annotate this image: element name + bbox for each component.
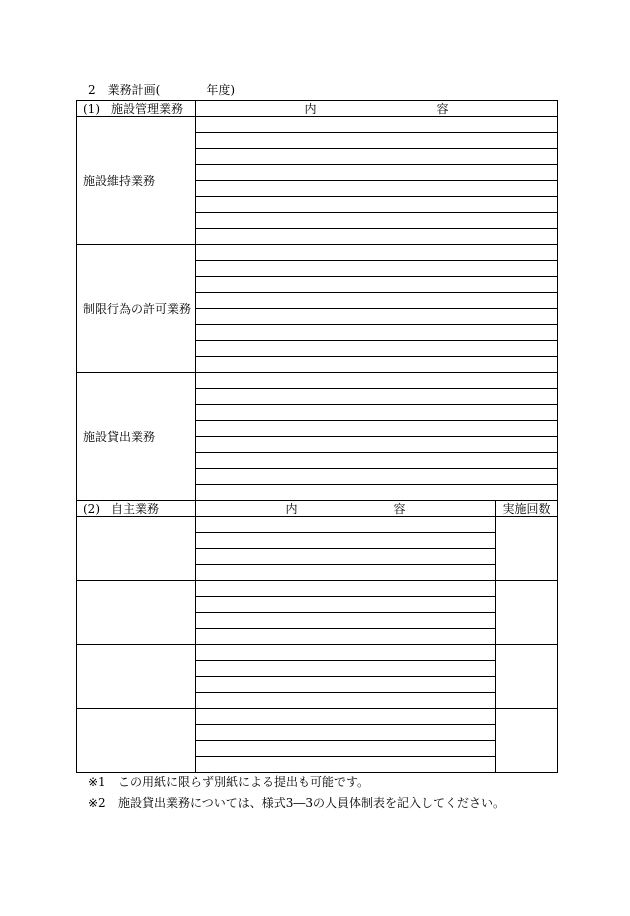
- content-line-cell[interactable]: [196, 469, 558, 485]
- section2-line-row: [77, 645, 558, 661]
- section2-line-row: [77, 709, 558, 725]
- content-line-cell[interactable]: [196, 165, 558, 181]
- content-line-cell[interactable]: [196, 517, 496, 533]
- content-line-cell[interactable]: [196, 661, 496, 677]
- section1-row-label: 施設維持業務: [77, 117, 196, 245]
- section1-header-row: [77, 101, 558, 117]
- section1-line-row: [77, 373, 558, 389]
- content-line-cell[interactable]: [196, 453, 558, 469]
- section1-title: 施設管理業務: [111, 101, 184, 116]
- section2-number: (2): [83, 501, 100, 516]
- form-heading: [88, 83, 235, 97]
- content-line-cell[interactable]: [196, 341, 558, 357]
- heading-title: 業務計画(: [107, 83, 161, 97]
- section2-content-header: [196, 501, 496, 517]
- content-line-cell[interactable]: [196, 197, 558, 213]
- section1-number: (1): [83, 101, 100, 116]
- content-line-cell[interactable]: [196, 741, 496, 757]
- content-line-cell[interactable]: [196, 437, 558, 453]
- content-line-cell[interactable]: [196, 373, 558, 389]
- count-cell[interactable]: [496, 581, 558, 645]
- count-cell[interactable]: [496, 709, 558, 773]
- facility-management-table: [76, 100, 558, 501]
- content-line-cell[interactable]: [196, 229, 558, 245]
- section2-row-label[interactable]: [77, 581, 196, 645]
- section2-row-label[interactable]: [77, 709, 196, 773]
- content-line-cell[interactable]: [196, 213, 558, 229]
- content-line-cell[interactable]: [196, 309, 558, 325]
- independent-business-table: [76, 500, 558, 773]
- content-line-cell[interactable]: [196, 325, 558, 341]
- content-line-cell[interactable]: [196, 549, 496, 565]
- content-line-cell[interactable]: [196, 485, 558, 501]
- content-line-cell[interactable]: [196, 293, 558, 309]
- note-1: [88, 775, 369, 789]
- content-line-cell[interactable]: [196, 725, 496, 741]
- section2-line-row: [77, 517, 558, 533]
- content-line-cell[interactable]: [196, 133, 558, 149]
- content-line-cell[interactable]: [196, 357, 558, 373]
- content-line-cell[interactable]: [196, 613, 496, 629]
- content-line-cell[interactable]: [196, 421, 558, 437]
- content-line-cell[interactable]: [196, 645, 496, 661]
- section2-title: 自主業務: [111, 501, 160, 516]
- section1-line-row: [77, 245, 558, 261]
- content-line-cell[interactable]: [196, 533, 496, 549]
- note-1-mark: ※1: [88, 775, 106, 789]
- content-line-cell[interactable]: [196, 677, 496, 693]
- content-line-cell[interactable]: [196, 405, 558, 421]
- content-line-cell[interactable]: [196, 709, 496, 725]
- section1-content-header: [196, 101, 558, 117]
- content-line-cell[interactable]: [196, 261, 558, 277]
- content-line-cell[interactable]: [196, 565, 496, 581]
- count-cell[interactable]: [496, 517, 558, 581]
- content-line-cell[interactable]: [196, 149, 558, 165]
- section2-row-label[interactable]: [77, 517, 196, 581]
- section1-row-label: 制限行為の許可業務: [77, 245, 196, 373]
- note-2-mark: ※2: [88, 796, 106, 810]
- section1-header-label: [77, 101, 196, 117]
- note-2-text: 施設貸出業務については、様式3―3の人員体制表を記入してください。: [118, 796, 506, 810]
- content-line-cell[interactable]: [196, 581, 496, 597]
- section1-row-label: 施設貸出業務: [77, 373, 196, 501]
- section2-line-row: [77, 581, 558, 597]
- section1-line-row: [77, 117, 558, 133]
- heading-year-suffix: 年度): [206, 83, 236, 97]
- content-line-cell[interactable]: [196, 597, 496, 613]
- heading-number: 2: [88, 83, 96, 97]
- content-line-cell[interactable]: [196, 757, 496, 773]
- section2-header-row: [77, 501, 558, 517]
- count-cell[interactable]: [496, 645, 558, 709]
- content-line-cell[interactable]: [196, 277, 558, 293]
- content-line-cell[interactable]: [196, 117, 558, 133]
- content-header-char-2: 容: [393, 501, 406, 516]
- content-header-char-1: 内: [285, 501, 298, 516]
- note-2: [88, 796, 505, 810]
- content-line-cell[interactable]: [196, 181, 558, 197]
- content-header-char-2: 容: [436, 101, 449, 116]
- section2-row-label[interactable]: [77, 645, 196, 709]
- content-header-char-1: 内: [304, 101, 317, 116]
- content-line-cell[interactable]: [196, 693, 496, 709]
- content-line-cell[interactable]: [196, 389, 558, 405]
- content-line-cell[interactable]: [196, 245, 558, 261]
- content-line-cell[interactable]: [196, 629, 496, 645]
- note-1-text: この用紙に限らず別紙による提出も可能です。: [118, 775, 370, 789]
- count-header: 実施回数: [496, 501, 558, 517]
- section2-header-label: [77, 501, 196, 517]
